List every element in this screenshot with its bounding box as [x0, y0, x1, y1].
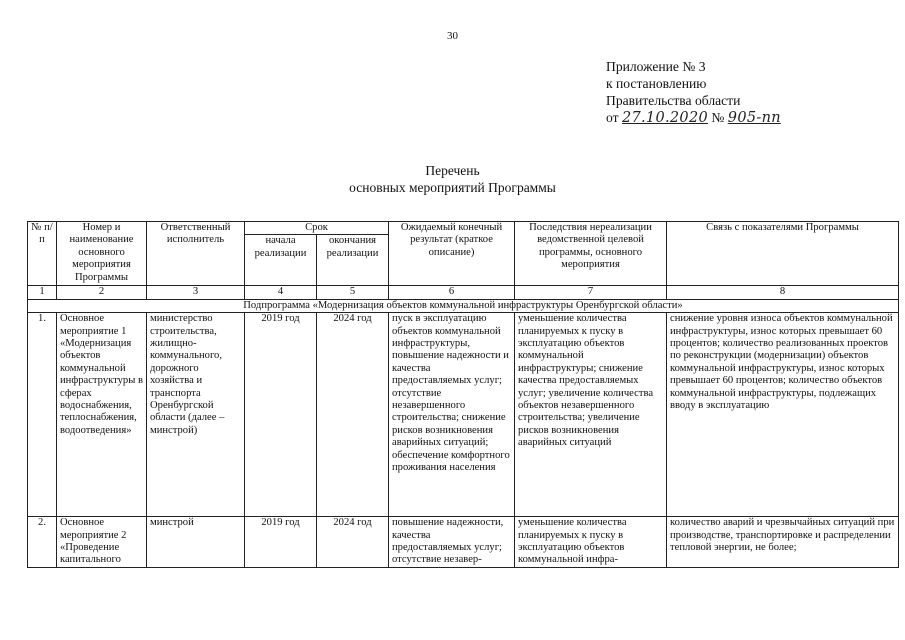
measures-table	[27, 221, 899, 568]
header-term: Срок	[245, 222, 389, 235]
document-title	[0, 162, 905, 196]
row-number: 2.	[28, 517, 57, 568]
column-number: 3	[147, 286, 245, 299]
table-row	[28, 517, 899, 568]
measure-name: Основное мероприятие 1 «Модернизация объектов коммунальной инфраструктуры в сферах водоснабжения, теплоснабжения, водоотведения»	[57, 313, 147, 517]
measure-executor: минстрой	[147, 517, 245, 568]
appendix-line-3: Правительства области	[606, 93, 741, 108]
subprogram-title: Подпрограмма «Модернизация объектов коммунальной инфраструктуры Оренбургской области»	[28, 299, 899, 312]
measure-link: снижение уровня износа объектов коммунальной инфраструктуры, износ которых превышает 60 процентов; количество реализованных проектов по реконструкции (модернизации) объектов коммунальной инфраструктуры, износ которых превышает 60 процентов; количество объектов коммунальной инфраструктуры, подлежащих вводу в эксплуатацию	[667, 313, 899, 517]
measure-result: пуск в эксплуатацию объектов коммунальной инфраструктуры, повышение надежности и качества предоставляемых услуг; отсутствие незавершенного строительства; снижение рисков возникновения аварийных ситуаций; обеспечение комфортного проживания населения	[389, 313, 515, 517]
header-result: Ожидаемый конечный результат (краткое описание)	[389, 222, 515, 286]
appendix-number: 905-пп	[727, 110, 781, 126]
title-line-2: основных мероприятий Программы	[349, 180, 556, 195]
header-link: Связь с показателями Программы	[667, 222, 899, 286]
title-line-1: Перечень	[425, 163, 480, 178]
measure-start: 2019 год	[245, 313, 317, 517]
column-number: 5	[317, 286, 389, 299]
column-number: 8	[667, 286, 899, 299]
measure-name: Основное мероприятие 2 «Проведение капитального	[57, 517, 147, 568]
header-num: № п/п	[28, 222, 57, 286]
appendix-date-line	[606, 109, 781, 127]
appendix-date: 27.10.2020	[621, 110, 708, 126]
appendix-line-1: Приложение № 3	[606, 59, 706, 74]
column-number: 6	[389, 286, 515, 299]
appendix-block	[606, 58, 781, 127]
measure-consequences: уменьшение количества планируемых к пуску в эксплуатацию объектов коммунальной инфра-	[515, 517, 667, 568]
header-name: Номер и наименование основного мероприятия Программы	[57, 222, 147, 286]
column-number: 1	[28, 286, 57, 299]
header-start: начала реализации	[245, 235, 317, 286]
appendix-line-2: к постановлению	[606, 76, 707, 91]
measure-link: количество аварий и чрезвычайных ситуаций при производстве, транспортировке и распределении тепловой энергии, не более;	[667, 517, 899, 568]
header-row-1	[28, 222, 899, 235]
subprogram-row	[28, 299, 899, 312]
measure-result: повышение надежности, качества предоставляемых услуг; отсутствие незавер-	[389, 517, 515, 568]
measure-start: 2019 год	[245, 517, 317, 568]
appendix-number-label: №	[711, 110, 725, 125]
appendix-from-label: от	[606, 110, 619, 125]
column-number: 4	[245, 286, 317, 299]
measure-end: 2024 год	[317, 517, 389, 568]
measure-executor: министерство строительства, жилищно-коммунального, дорожного хозяйства и транспорта Оренбургской области (далее – минстрой)	[147, 313, 245, 517]
header-end: окончания реализации	[317, 235, 389, 286]
measure-consequences: уменьшение количества планируемых к пуску в эксплуатацию объектов коммунальной инфраструктуры; снижение качества предоставляемых услуг; увеличение количества объектов незавершенного строительства; увеличение рисков возникновения аварийных ситуаций	[515, 313, 667, 517]
column-number: 7	[515, 286, 667, 299]
page-number: 30	[447, 30, 458, 42]
column-number: 2	[57, 286, 147, 299]
header-executor: Ответственный исполнитель	[147, 222, 245, 286]
row-number: 1.	[28, 313, 57, 517]
table-row	[28, 313, 899, 517]
column-numbers-row	[28, 286, 899, 299]
measure-end: 2024 год	[317, 313, 389, 517]
header-consequences: Последствия нереализации ведомственной целевой программы, основного мероприятия	[515, 222, 667, 286]
